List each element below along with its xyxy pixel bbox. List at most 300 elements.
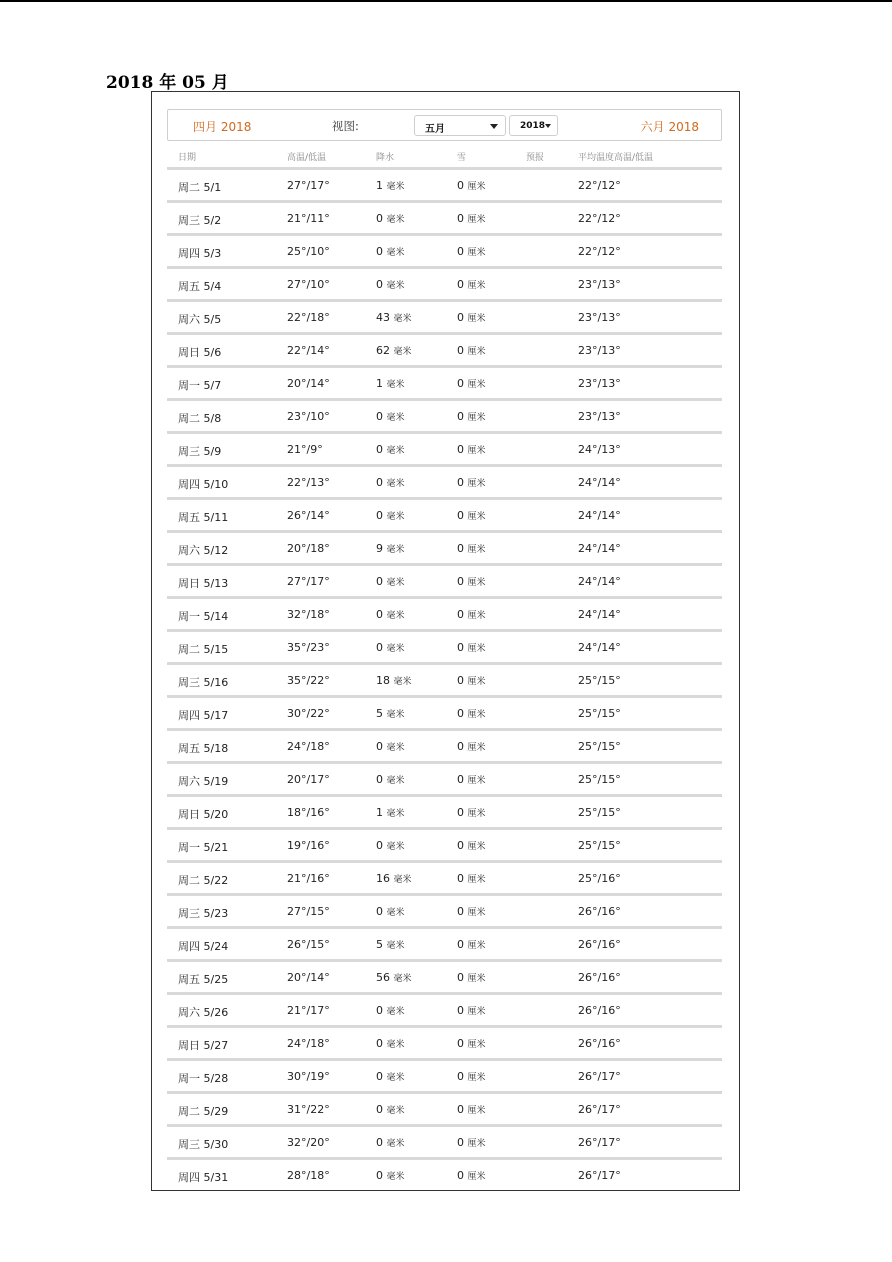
- snowfall: [457, 410, 486, 423]
- snowfall-value: 0: [457, 476, 464, 489]
- snowfall-value: 0: [457, 872, 464, 885]
- snowfall-value: 0: [457, 806, 464, 819]
- snowfall-unit: 厘米: [467, 1172, 486, 1182]
- precipitation-value: 0: [376, 575, 383, 588]
- snowfall: [457, 740, 486, 753]
- snowfall: [457, 1103, 486, 1116]
- precipitation-unit: 毫米: [386, 248, 405, 258]
- precipitation: [376, 1136, 405, 1149]
- precipitation: [376, 839, 405, 852]
- precipitation-value: 0: [376, 1004, 383, 1017]
- snowfall: [457, 1169, 486, 1182]
- snowfall-value: 0: [457, 1169, 464, 1182]
- table-header: [167, 150, 722, 164]
- average-high-low-temp: 25°/15°: [578, 773, 621, 786]
- day-date: 周三 5/23: [178, 907, 229, 920]
- day-date: 周三 5/16: [178, 676, 229, 689]
- average-high-low-temp: 26°/17°: [578, 1070, 621, 1083]
- snowfall: [457, 278, 486, 291]
- precipitation-value: 1: [376, 806, 383, 819]
- snowfall-value: 0: [457, 1004, 464, 1017]
- high-low-temp: 30°/19°: [287, 1070, 330, 1083]
- snowfall-unit: 厘米: [467, 644, 486, 654]
- precipitation-value: 16: [376, 872, 390, 885]
- high-low-temp: 19°/16°: [287, 839, 330, 852]
- precipitation-value: 0: [376, 1037, 383, 1050]
- snowfall-value: 0: [457, 707, 464, 720]
- precipitation: [376, 179, 405, 192]
- column-header-avg: 平均温度高温/低温: [578, 153, 654, 163]
- day-date: 周五 5/4: [178, 280, 222, 293]
- precipitation-unit: 毫米: [386, 1007, 405, 1017]
- precipitation: [376, 443, 405, 456]
- precipitation: [376, 707, 405, 720]
- snowfall-value: 0: [457, 839, 464, 852]
- average-high-low-temp: 24°/14°: [578, 641, 621, 654]
- snowfall-unit: 厘米: [467, 578, 486, 588]
- day-date: 周四 5/10: [178, 478, 229, 491]
- day-date: 周三 5/30: [178, 1138, 229, 1151]
- day-date: 周二 5/29: [178, 1105, 229, 1118]
- high-low-temp: 27°/17°: [287, 575, 330, 588]
- precipitation-unit: 毫米: [393, 314, 412, 324]
- precipitation-value: 62: [376, 344, 390, 357]
- snowfall-value: 0: [457, 344, 464, 357]
- snowfall-unit: 厘米: [467, 545, 486, 555]
- table-row: [167, 464, 722, 497]
- precipitation: [376, 311, 412, 324]
- day-date: 周四 5/24: [178, 940, 229, 953]
- precipitation-unit: 毫米: [386, 644, 405, 654]
- average-high-low-temp: 24°/14°: [578, 575, 621, 588]
- precipitation: [376, 476, 405, 489]
- top-rule: [0, 0, 892, 2]
- precipitation: [376, 509, 405, 522]
- column-header-snow: 雪: [457, 153, 467, 163]
- snowfall-value: 0: [457, 311, 464, 324]
- precipitation-unit: 毫米: [386, 1073, 405, 1083]
- snowfall: [457, 905, 486, 918]
- high-low-temp: 26°/14°: [287, 509, 330, 522]
- precipitation-unit: 毫米: [386, 512, 405, 522]
- precipitation-unit: 毫米: [386, 1040, 405, 1050]
- table-row: [167, 893, 722, 926]
- precipitation: [376, 344, 412, 357]
- snowfall: [457, 509, 486, 522]
- precipitation-unit: 毫米: [386, 1172, 405, 1182]
- next-month-link[interactable]: 六月 2018: [640, 120, 699, 134]
- table-row: [167, 299, 722, 332]
- snowfall-unit: 厘米: [467, 743, 486, 753]
- table-row: [167, 563, 722, 596]
- snowfall-unit: 厘米: [467, 1007, 486, 1017]
- high-low-temp: 28°/18°: [287, 1169, 330, 1182]
- snowfall: [457, 707, 486, 720]
- average-high-low-temp: 26°/16°: [578, 971, 621, 984]
- month-select-value: 五月: [425, 124, 445, 135]
- snowfall-value: 0: [457, 773, 464, 786]
- snowfall: [457, 443, 486, 456]
- precipitation-value: 0: [376, 1103, 383, 1116]
- high-low-temp: 27°/10°: [287, 278, 330, 291]
- snowfall-unit: 厘米: [467, 1073, 486, 1083]
- daily-weather-table: [167, 167, 722, 1190]
- high-low-temp: 22°/18°: [287, 311, 330, 324]
- table-row: [167, 266, 722, 299]
- day-date: 周六 5/19: [178, 775, 229, 788]
- snowfall: [457, 608, 486, 621]
- snowfall-value: 0: [457, 542, 464, 555]
- precipitation-value: 5: [376, 707, 383, 720]
- day-date: 周四 5/31: [178, 1171, 229, 1184]
- snowfall: [457, 542, 486, 555]
- year-select[interactable]: [509, 115, 558, 136]
- snowfall-value: 0: [457, 1037, 464, 1050]
- high-low-temp: 25°/10°: [287, 245, 330, 258]
- snowfall: [457, 674, 486, 687]
- day-date: 周五 5/25: [178, 973, 229, 986]
- high-low-temp: 35°/22°: [287, 674, 330, 687]
- precipitation-value: 0: [376, 1136, 383, 1149]
- high-low-temp: 21°/17°: [287, 1004, 330, 1017]
- precipitation-unit: 毫米: [386, 743, 405, 753]
- snowfall-value: 0: [457, 938, 464, 951]
- snowfall: [457, 1037, 486, 1050]
- snowfall-unit: 厘米: [467, 908, 486, 918]
- precipitation-value: 0: [376, 839, 383, 852]
- average-high-low-temp: 24°/13°: [578, 443, 621, 456]
- month-select[interactable]: [414, 115, 506, 136]
- average-high-low-temp: 22°/12°: [578, 212, 621, 225]
- high-low-temp: 20°/17°: [287, 773, 330, 786]
- precipitation-unit: 毫米: [386, 446, 405, 456]
- precipitation-value: 1: [376, 377, 383, 390]
- snowfall: [457, 971, 486, 984]
- table-row: [167, 365, 722, 398]
- precipitation-unit: 毫米: [386, 941, 405, 951]
- high-low-temp: 23°/10°: [287, 410, 330, 423]
- table-row: [167, 629, 722, 662]
- high-low-temp: 32°/20°: [287, 1136, 330, 1149]
- precipitation: [376, 245, 405, 258]
- snowfall: [457, 344, 486, 357]
- table-row: [167, 1157, 722, 1190]
- precipitation-value: 0: [376, 410, 383, 423]
- precipitation: [376, 971, 412, 984]
- average-high-low-temp: 22°/12°: [578, 179, 621, 192]
- snowfall: [457, 245, 486, 258]
- high-low-temp: 22°/14°: [287, 344, 330, 357]
- precipitation-unit: 毫米: [393, 677, 412, 687]
- snowfall-value: 0: [457, 641, 464, 654]
- snowfall: [457, 212, 486, 225]
- snowfall-value: 0: [457, 179, 464, 192]
- precipitation-value: 0: [376, 212, 383, 225]
- table-row: [167, 794, 722, 827]
- snowfall-value: 0: [457, 509, 464, 522]
- average-high-low-temp: 26°/16°: [578, 905, 621, 918]
- month-navigation-bar: [167, 109, 722, 141]
- snowfall-unit: 厘米: [467, 842, 486, 852]
- snowfall: [457, 1136, 486, 1149]
- day-date: 周一 5/21: [178, 841, 229, 854]
- column-header-date: 日期: [178, 153, 197, 163]
- precipitation: [376, 1103, 405, 1116]
- snowfall: [457, 872, 486, 885]
- precipitation-value: 0: [376, 740, 383, 753]
- snowfall-unit: 厘米: [467, 446, 486, 456]
- precipitation: [376, 905, 405, 918]
- snowfall-value: 0: [457, 971, 464, 984]
- year-select-value: 2018: [520, 121, 546, 131]
- high-low-temp: 21°/16°: [287, 872, 330, 885]
- table-row: [167, 695, 722, 728]
- table-row: [167, 860, 722, 893]
- snowfall-unit: 厘米: [467, 710, 486, 720]
- precipitation: [376, 542, 405, 555]
- average-high-low-temp: 25°/15°: [578, 740, 621, 753]
- precipitation: [376, 278, 405, 291]
- average-high-low-temp: 23°/13°: [578, 311, 621, 324]
- table-row: [167, 431, 722, 464]
- snowfall-unit: 厘米: [467, 809, 486, 819]
- precipitation-value: 0: [376, 443, 383, 456]
- high-low-temp: 18°/16°: [287, 806, 330, 819]
- precipitation-unit: 毫米: [386, 578, 405, 588]
- high-low-temp: 20°/18°: [287, 542, 330, 555]
- precipitation-unit: 毫米: [393, 875, 412, 885]
- table-row: [167, 167, 722, 200]
- table-row: [167, 1025, 722, 1058]
- day-date: 周日 5/13: [178, 577, 229, 590]
- high-low-temp: 24°/18°: [287, 1037, 330, 1050]
- snowfall-value: 0: [457, 1070, 464, 1083]
- column-header-forecast: 预报: [526, 153, 545, 163]
- high-low-temp: 27°/15°: [287, 905, 330, 918]
- precipitation-unit: 毫米: [393, 347, 412, 357]
- day-date: 周六 5/12: [178, 544, 229, 557]
- precipitation-unit: 毫米: [386, 908, 405, 918]
- day-date: 周六 5/5: [178, 313, 222, 326]
- precipitation-value: 5: [376, 938, 383, 951]
- table-row: [167, 1058, 722, 1091]
- day-date: 周日 5/6: [178, 346, 222, 359]
- snowfall-unit: 厘米: [467, 314, 486, 324]
- snowfall: [457, 773, 486, 786]
- precipitation-unit: 毫米: [386, 479, 405, 489]
- snowfall-value: 0: [457, 1136, 464, 1149]
- average-high-low-temp: 25°/15°: [578, 707, 621, 720]
- snowfall-value: 0: [457, 377, 464, 390]
- day-date: 周日 5/27: [178, 1039, 229, 1052]
- average-high-low-temp: 25°/15°: [578, 674, 621, 687]
- precipitation: [376, 938, 405, 951]
- table-row: [167, 827, 722, 860]
- previous-month-link[interactable]: 四月 2018: [193, 120, 252, 134]
- precipitation-value: 0: [376, 245, 383, 258]
- snowfall-unit: 厘米: [467, 611, 486, 621]
- precipitation-value: 56: [376, 971, 390, 984]
- snowfall: [457, 839, 486, 852]
- precipitation-unit: 毫米: [386, 182, 405, 192]
- high-low-temp: 27°/17°: [287, 179, 330, 192]
- precipitation-value: 0: [376, 641, 383, 654]
- table-row: [167, 662, 722, 695]
- average-high-low-temp: 25°/15°: [578, 806, 621, 819]
- snowfall-unit: 厘米: [467, 1040, 486, 1050]
- precipitation: [376, 1169, 405, 1182]
- table-row: [167, 530, 722, 563]
- precipitation: [376, 806, 405, 819]
- snowfall-value: 0: [457, 740, 464, 753]
- precipitation: [376, 575, 405, 588]
- high-low-temp: 35°/23°: [287, 641, 330, 654]
- page-title: 2018 年 05 月: [106, 73, 229, 93]
- table-row: [167, 728, 722, 761]
- table-row: [167, 1091, 722, 1124]
- high-low-temp: 32°/18°: [287, 608, 330, 621]
- column-header-temp: 高温/低温: [287, 153, 327, 163]
- high-low-temp: 21°/11°: [287, 212, 330, 225]
- table-row: [167, 398, 722, 431]
- precipitation-value: 0: [376, 476, 383, 489]
- precipitation-value: 0: [376, 608, 383, 621]
- snowfall-unit: 厘米: [467, 248, 486, 258]
- high-low-temp: 21°/9°: [287, 443, 323, 456]
- average-high-low-temp: 24°/14°: [578, 509, 621, 522]
- table-row: [167, 926, 722, 959]
- snowfall-unit: 厘米: [467, 413, 486, 423]
- precipitation-unit: 毫米: [386, 545, 405, 555]
- snowfall-unit: 厘米: [467, 776, 486, 786]
- precipitation-unit: 毫米: [386, 1139, 405, 1149]
- table-row: [167, 1124, 722, 1157]
- day-date: 周六 5/26: [178, 1006, 229, 1019]
- snowfall-value: 0: [457, 410, 464, 423]
- snowfall-value: 0: [457, 1103, 464, 1116]
- average-high-low-temp: 23°/13°: [578, 278, 621, 291]
- day-date: 周三 5/2: [178, 214, 222, 227]
- table-row: [167, 992, 722, 1025]
- high-low-temp: 31°/22°: [287, 1103, 330, 1116]
- precipitation: [376, 773, 405, 786]
- day-date: 周一 5/7: [178, 379, 222, 392]
- column-header-rain: 降水: [376, 153, 395, 163]
- precipitation: [376, 1004, 405, 1017]
- precipitation: [376, 1037, 405, 1050]
- average-high-low-temp: 24°/14°: [578, 476, 621, 489]
- snowfall-value: 0: [457, 905, 464, 918]
- precipitation: [376, 641, 405, 654]
- snowfall: [457, 575, 486, 588]
- snowfall-value: 0: [457, 443, 464, 456]
- precipitation-value: 0: [376, 1070, 383, 1083]
- view-label: 视图:: [332, 119, 359, 133]
- snowfall: [457, 806, 486, 819]
- precipitation-unit: 毫米: [386, 215, 405, 225]
- precipitation-unit: 毫米: [386, 842, 405, 852]
- day-date: 周一 5/28: [178, 1072, 229, 1085]
- snowfall-unit: 厘米: [467, 974, 486, 984]
- day-date: 周三 5/9: [178, 445, 222, 458]
- high-low-temp: 26°/15°: [287, 938, 330, 951]
- high-low-temp: 20°/14°: [287, 377, 330, 390]
- table-row: [167, 761, 722, 794]
- snowfall-unit: 厘米: [467, 215, 486, 225]
- average-high-low-temp: 24°/14°: [578, 542, 621, 555]
- precipitation-value: 0: [376, 905, 383, 918]
- average-high-low-temp: 25°/15°: [578, 839, 621, 852]
- average-high-low-temp: 22°/12°: [578, 245, 621, 258]
- snowfall: [457, 938, 486, 951]
- precipitation: [376, 212, 405, 225]
- snowfall: [457, 377, 486, 390]
- day-date: 周二 5/15: [178, 643, 229, 656]
- average-high-low-temp: 26°/17°: [578, 1103, 621, 1116]
- snowfall: [457, 641, 486, 654]
- snowfall-value: 0: [457, 575, 464, 588]
- day-date: 周四 5/17: [178, 709, 229, 722]
- table-row: [167, 233, 722, 266]
- average-high-low-temp: 23°/13°: [578, 410, 621, 423]
- chevron-down-icon: [545, 124, 551, 128]
- snowfall: [457, 476, 486, 489]
- precipitation-unit: 毫米: [386, 611, 405, 621]
- precipitation-value: 0: [376, 509, 383, 522]
- precipitation: [376, 1070, 405, 1083]
- average-high-low-temp: 26°/16°: [578, 1004, 621, 1017]
- precipitation-unit: 毫米: [386, 710, 405, 720]
- precipitation: [376, 410, 405, 423]
- snowfall-unit: 厘米: [467, 380, 486, 390]
- day-date: 周二 5/1: [178, 181, 222, 194]
- snowfall-unit: 厘米: [467, 512, 486, 522]
- average-high-low-temp: 23°/13°: [578, 377, 621, 390]
- snowfall-value: 0: [457, 212, 464, 225]
- snowfall: [457, 179, 486, 192]
- table-row: [167, 596, 722, 629]
- day-date: 周五 5/11: [178, 511, 229, 524]
- precipitation-value: 9: [376, 542, 383, 555]
- precipitation-value: 18: [376, 674, 390, 687]
- table-row: [167, 959, 722, 992]
- precipitation-unit: 毫米: [386, 809, 405, 819]
- average-high-low-temp: 25°/16°: [578, 872, 621, 885]
- snowfall-value: 0: [457, 245, 464, 258]
- average-high-low-temp: 26°/16°: [578, 938, 621, 951]
- table-row: [167, 332, 722, 365]
- high-low-temp: 24°/18°: [287, 740, 330, 753]
- precipitation-unit: 毫米: [386, 776, 405, 786]
- precipitation: [376, 872, 412, 885]
- snowfall-unit: 厘米: [467, 1139, 486, 1149]
- precipitation-unit: 毫米: [386, 413, 405, 423]
- chevron-down-icon: [490, 124, 498, 129]
- snowfall-unit: 厘米: [467, 875, 486, 885]
- snowfall-unit: 厘米: [467, 1106, 486, 1116]
- precipitation-unit: 毫米: [386, 281, 405, 291]
- average-high-low-temp: 26°/16°: [578, 1037, 621, 1050]
- high-low-temp: 22°/13°: [287, 476, 330, 489]
- table-row: [167, 497, 722, 530]
- precipitation-unit: 毫米: [386, 380, 405, 390]
- precipitation-value: 43: [376, 311, 390, 324]
- precipitation-value: 1: [376, 179, 383, 192]
- precipitation-unit: 毫米: [393, 974, 412, 984]
- precipitation: [376, 608, 405, 621]
- average-high-low-temp: 23°/13°: [578, 344, 621, 357]
- day-date: 周二 5/22: [178, 874, 229, 887]
